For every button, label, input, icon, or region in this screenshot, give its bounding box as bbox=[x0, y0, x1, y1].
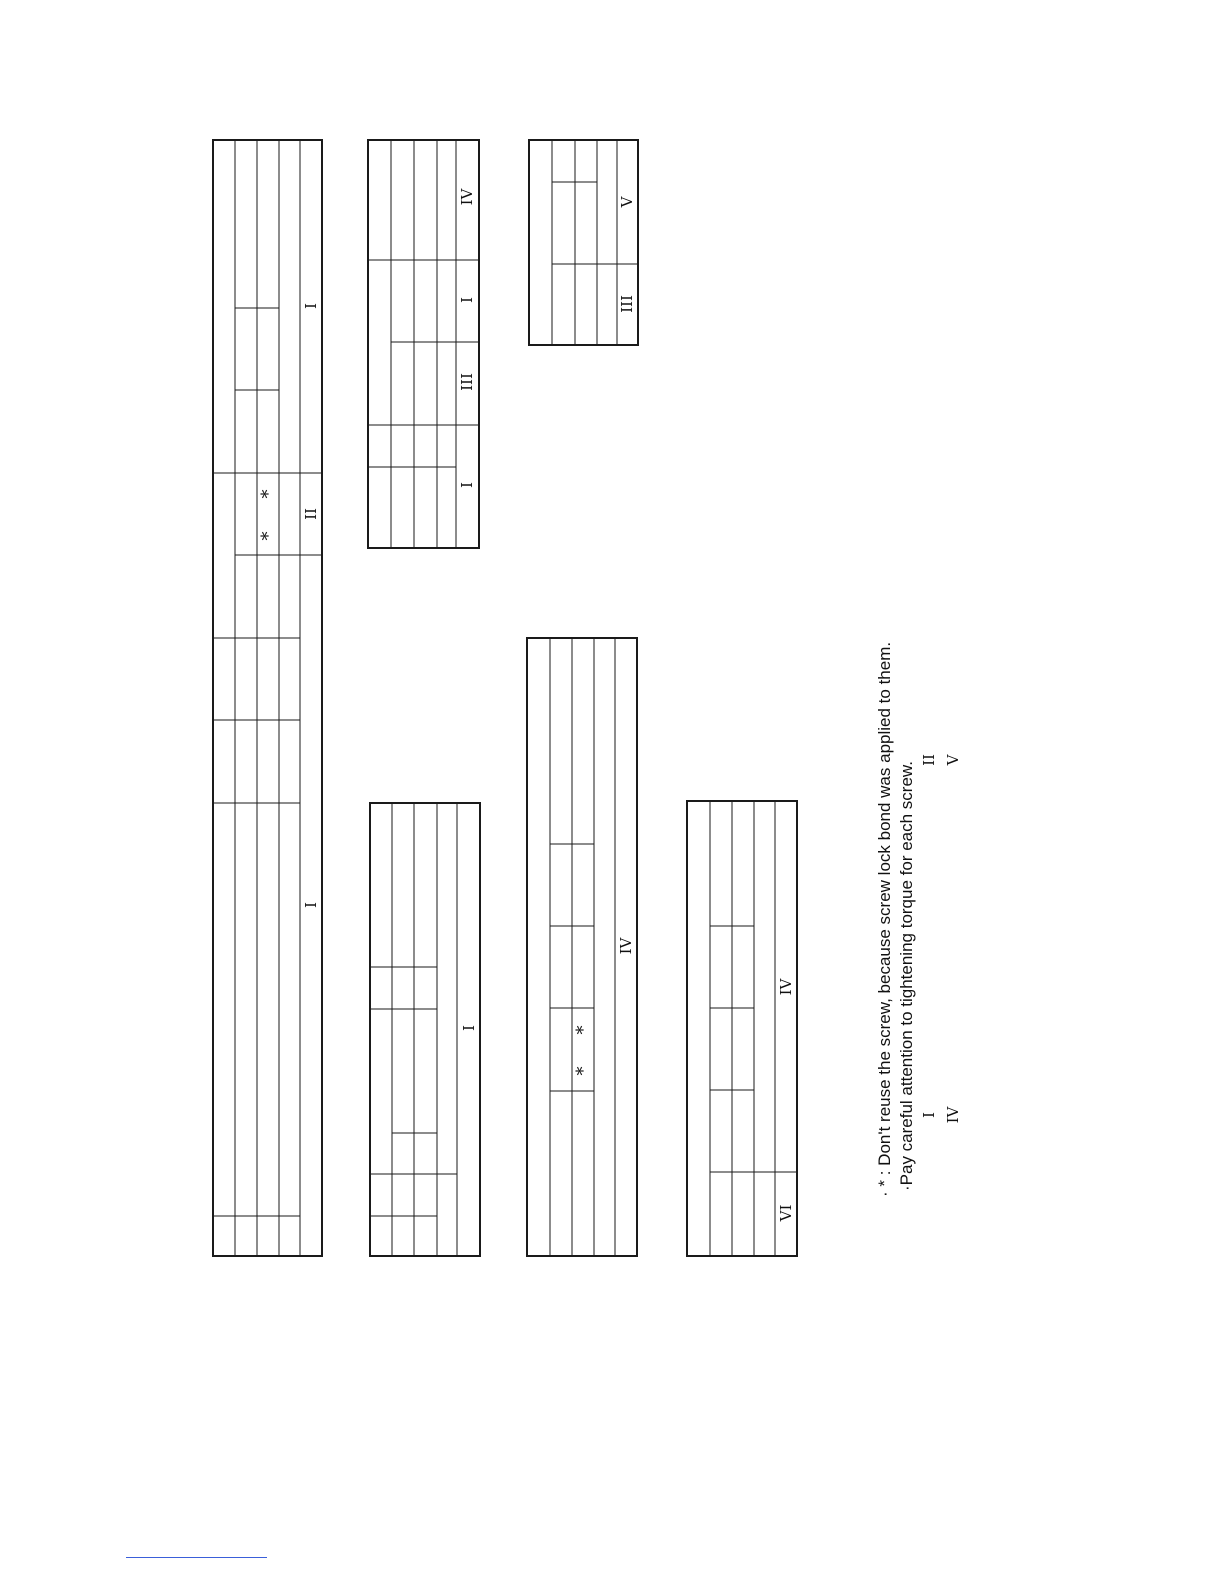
t1-asterisk-1: * bbox=[258, 489, 279, 499]
t1-label-group-ii: II bbox=[302, 508, 320, 520]
t2-label-group-iii: III bbox=[458, 373, 476, 391]
t5-asterisk-2: * bbox=[573, 1066, 594, 1076]
table-torque-6 bbox=[687, 801, 797, 1256]
t6-label-group-vi: VI bbox=[777, 1204, 795, 1222]
table-torque-3 bbox=[529, 140, 638, 345]
t3-label-group-v: V bbox=[618, 196, 636, 208]
t1-label-group-i-lower: I bbox=[302, 902, 320, 908]
note-legend-v: V bbox=[944, 754, 962, 766]
note-legend-iv: IV bbox=[944, 1106, 962, 1124]
note-screw-lock-bond: · * : Don't reuse the screw, because screw lock bond was applied to them. bbox=[875, 641, 894, 1197]
t1-asterisk-2: * bbox=[258, 531, 279, 541]
t2-label-group-i-lower: I bbox=[458, 482, 476, 488]
t3-label-group-iii: III bbox=[618, 295, 636, 313]
t5-label-group-iv: IV bbox=[617, 937, 635, 955]
t2-label-group-i-upper: I bbox=[458, 297, 476, 303]
t5-asterisk-1: * bbox=[573, 1025, 594, 1035]
t6-label-group-iv: IV bbox=[777, 978, 795, 996]
t1-label-group-i-upper: I bbox=[302, 303, 320, 309]
note-legend-ii: II bbox=[920, 754, 938, 766]
footer-link-underline[interactable] bbox=[126, 1557, 267, 1558]
t2-label-group-iv: IV bbox=[458, 188, 476, 206]
note-legend-i: I bbox=[920, 1112, 938, 1118]
note-tightening-torque: ·Pay careful attention to tightening torque for each screw. bbox=[897, 761, 916, 1191]
t4-label-group-i: I bbox=[460, 1025, 478, 1031]
